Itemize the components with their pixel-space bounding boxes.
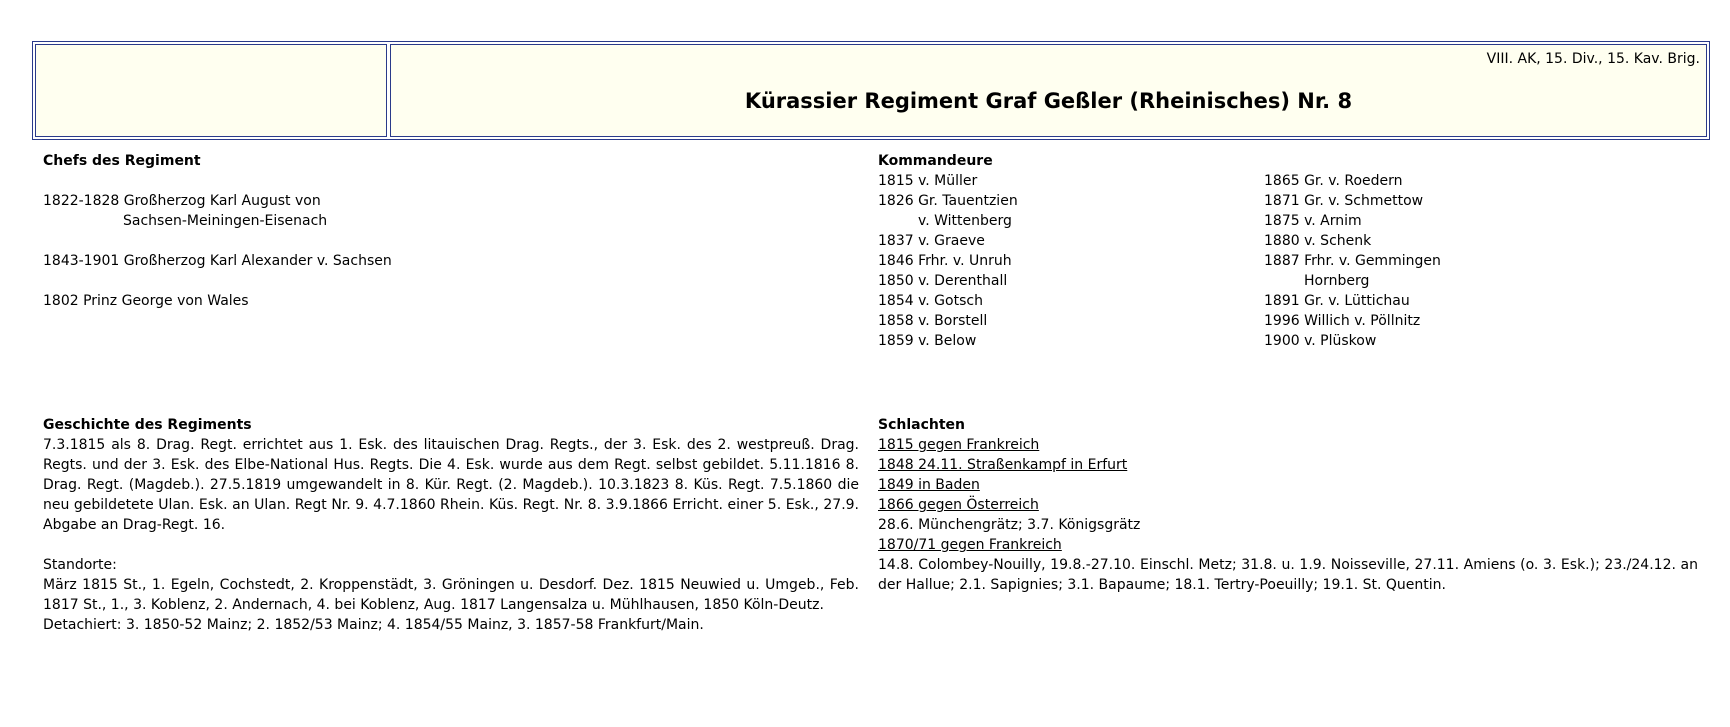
battle-link-1849[interactable]: 1849 in Baden: [878, 477, 980, 493]
battle-link-1866[interactable]: 1866 gegen Österreich: [878, 497, 1039, 513]
schlachten-section: [878, 415, 1698, 595]
kommandeur-entry: 1859 v. Below: [878, 333, 977, 349]
kommandeur-entry: 1871 Gr. v. Schmettow: [1264, 193, 1424, 209]
kommandeure-column-1: [878, 171, 1264, 351]
standorte-text: März 1815 St., 1. Egeln, Cochstedt, 2. Kroppenstädt, 3. Gröningen u. Desdorf. Dez. 1815 Neuwied u. Umgeb., Feb. 1817 St., 1., 3. Koblenz, 2. Andernach, 4. bei Koblenz, Aug. 1817 Langensalza u. Mühlhausen, 1850 Köln-Deutz.: [43, 577, 859, 613]
kommandeur-entry: 1900 v. Plüskow: [1264, 333, 1377, 349]
kommandeur-entry: 1887 Frhr. v. Gemmingen: [1264, 253, 1441, 269]
chefs-heading: Chefs des Regiment: [43, 153, 201, 169]
kommandeur-entry: 1826 Gr. Tauentzien: [878, 193, 1018, 209]
geschichte-section: [43, 415, 859, 635]
kommandeur-entry: 1880 v. Schenk: [1264, 233, 1372, 249]
kommandeur-entry-cont: v. Wittenberg: [918, 213, 1012, 229]
kommandeure-section: [878, 151, 1708, 351]
kommandeur-entry-cont: Hornberg: [1304, 273, 1370, 289]
battle-link-1848[interactable]: 1848 24.11. Straßenkampf in Erfurt: [878, 457, 1128, 473]
page-title: Kürassier Regiment Graf Geßler (Rheinisches) Nr. 8: [744, 89, 1353, 113]
kommandeur-entry: 1858 v. Borstell: [878, 313, 988, 329]
kommandeur-entry: 1891 Gr. v. Lüttichau: [1264, 293, 1410, 309]
detachiert-text: Detachiert: 3. 1850-52 Mainz; 2. 1852/53 Mainz; 4. 1854/55 Mainz, 3. 1857-58 Frankfurt/Main.: [43, 617, 704, 633]
battle-link-1815[interactable]: 1815 gegen Frankreich: [878, 437, 1040, 453]
battles-1866-text: 28.6. Münchengrätz; 3.7. Königsgrätz: [878, 517, 1141, 533]
kommandeur-entry: 1854 v. Gotsch: [878, 293, 983, 309]
corps-assignment: VIII. AK, 15. Div., 15. Kav. Brig.: [1486, 51, 1700, 67]
header-right-cell: [390, 44, 1707, 137]
kommandeure-column-2: [1264, 171, 1441, 351]
kommandeur-entry: 1837 v. Graeve: [878, 233, 985, 249]
battles-1870-text: 14.8. Colombey-Nouilly, 19.8.-27.10. Einschl. Metz; 31.8. u. 1.9. Noisseville, 27.11. Amiens (o. 3. Esk.); 23./24.12. an der Hallue; 2.1. Sapignies; 3.1. Bapaume; 18.1. Tertry-Poeuilly; 19.1. St. Quentin.: [878, 557, 1698, 593]
chef-entry: 1802 Prinz George von Wales: [43, 293, 249, 309]
schlachten-heading: Schlachten: [878, 417, 966, 433]
kommandeur-entry: 1850 v. Derenthall: [878, 273, 1008, 289]
chef-entry-cont: Sachsen-Meiningen-Eisenach: [123, 213, 328, 229]
chef-entry: 1843-1901 Großherzog Karl Alexander v. Sachsen: [43, 253, 392, 269]
chef-entry: 1822-1828 Großherzog Karl August von: [43, 193, 321, 209]
kommandeur-entry: 1815 v. Müller: [878, 173, 978, 189]
header-table: [32, 41, 1710, 140]
geschichte-heading: Geschichte des Regiments: [43, 417, 252, 433]
kommandeur-entry: 1875 v. Arnim: [1264, 213, 1362, 229]
kommandeur-entry: 1846 Frhr. v. Unruh: [878, 253, 1012, 269]
kommandeure-heading: Kommandeure: [878, 153, 993, 169]
battle-link-1870[interactable]: 1870/71 gegen Frankreich: [878, 537, 1062, 553]
kommandeur-entry: 1996 Willich v. Pöllnitz: [1264, 313, 1421, 329]
kommandeur-entry: 1865 Gr. v. Roedern: [1264, 173, 1403, 189]
geschichte-text: 7.3.1815 als 8. Drag. Regt. errichtet aus 1. Esk. des litauischen Drag. Regts., der 3. Esk. des 2. westpreuß. Drag. Regts. und der 3. Esk. des Elbe-National Hus. Regts. Die 4. Esk. wurde aus dem Regt. selbst gebildet. 5.11.1816 8. Drag. Regt. (Magdeb.). 27.5.1819 umgewandelt in 8. Kür. Regt. (2. Magdeb.). 10.3.1823 8. Küs. Regt. 7.5.1860 die neu gebildetete Ulan. Esk. an Ulan. Regt Nr. 9. 4.7.1860 Rhein. Küs. Regt. Nr. 8. 3.9.1866 Erricht. einer 5. Esk., 27.9. Abgabe an Drag-Regt. 16.: [43, 437, 859, 533]
standorte-label: Standorte:: [43, 557, 117, 573]
header-left-cell: [35, 44, 387, 137]
chefs-section: [43, 151, 843, 311]
